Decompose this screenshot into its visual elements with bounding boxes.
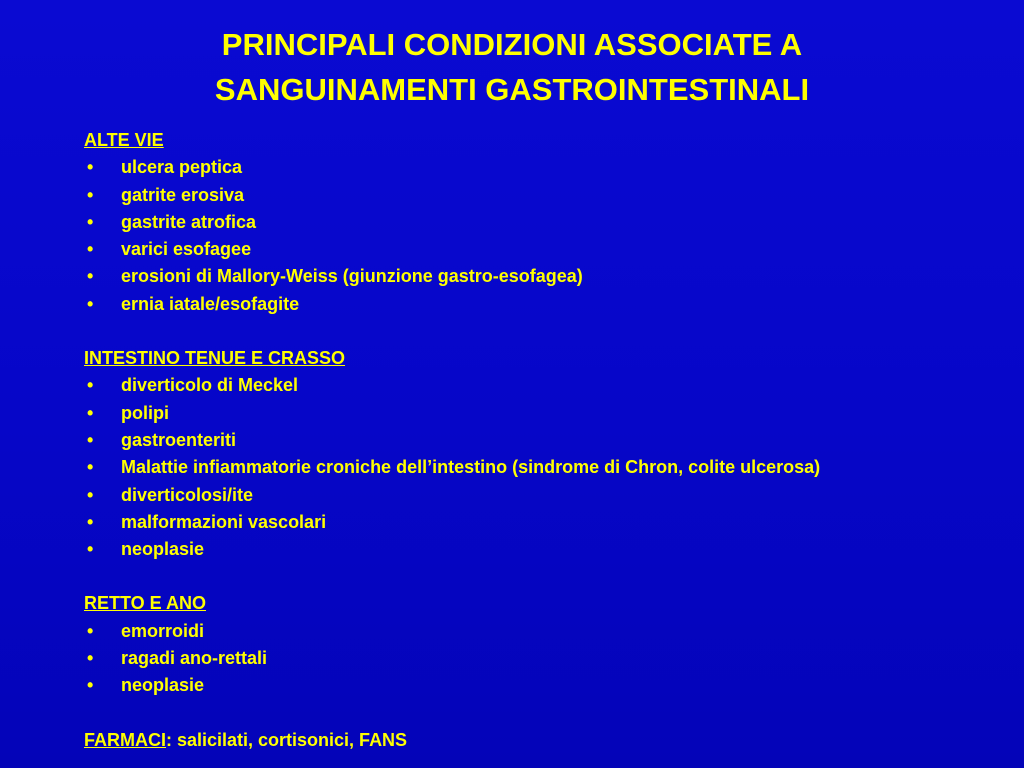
list-item-text: malformazioni vascolari	[121, 511, 327, 532]
list-item-text: erosioni di Mallory-Weiss (giunzione gastro-esofagea)	[121, 266, 583, 287]
list-item-text: diverticolosi/ite	[121, 484, 254, 505]
list-item-text: neoplasie	[121, 675, 205, 696]
list-item	[84, 263, 1014, 290]
list-item-text: gastrite atrofica	[121, 211, 257, 232]
list-item	[84, 182, 1014, 209]
list-item-text: neoplasie	[121, 539, 205, 560]
bullet-icon: •	[87, 402, 94, 423]
list-item-text: ragadi ano-rettali	[121, 648, 268, 669]
list-item	[84, 400, 1014, 427]
list-item	[84, 536, 1014, 563]
list-item-text: emorroidi	[121, 620, 205, 641]
slide-title	[0, 22, 1024, 112]
section-retto-ano	[84, 590, 1014, 699]
slide-body	[84, 127, 1014, 754]
list-item	[84, 154, 1014, 181]
list-item-text: Malattie infiammatorie croniche dell’intestino (sindrome di Chron, colite ulcerosa)	[121, 457, 821, 478]
bullet-list	[84, 372, 1014, 563]
list-item	[84, 672, 1014, 699]
bullet-icon: •	[87, 511, 94, 532]
farmaci-label: FARMACI	[84, 729, 166, 750]
bullet-icon: •	[87, 293, 94, 314]
bullet-icon: •	[87, 157, 94, 178]
list-item	[84, 236, 1014, 263]
list-item	[84, 482, 1014, 509]
bullet-icon: •	[87, 648, 94, 669]
bullet-icon: •	[87, 539, 94, 560]
bullet-icon: •	[87, 484, 94, 505]
sections-container	[84, 127, 1014, 700]
list-item	[84, 291, 1014, 318]
bullet-icon: •	[87, 239, 94, 260]
list-item-text: ulcera peptica	[121, 157, 243, 178]
list-item-text: diverticolo di Meckel	[121, 375, 299, 396]
section-heading: RETTO E ANO	[84, 593, 207, 614]
bullet-icon: •	[87, 457, 94, 478]
list-item-text: varici esofagee	[121, 239, 252, 260]
section-alte-vie	[84, 127, 1014, 318]
bullet-icon: •	[87, 375, 94, 396]
list-item	[84, 209, 1014, 236]
list-item	[84, 427, 1014, 454]
bullet-icon: •	[87, 620, 94, 641]
title-line-1: PRINCIPALI CONDIZIONI ASSOCIATE A	[221, 27, 803, 62]
section-heading: ALTE VIE	[84, 130, 164, 150]
bullet-icon: •	[87, 211, 94, 232]
list-item	[84, 645, 1014, 672]
bullet-icon: •	[87, 184, 94, 205]
bullet-icon: •	[87, 675, 94, 696]
list-item-text: gatrite erosiva	[121, 184, 245, 205]
list-item	[84, 618, 1014, 645]
list-item-text: ernia iatale/esofagite	[121, 293, 300, 314]
bullet-list	[84, 618, 1014, 700]
bullet-list	[84, 154, 1014, 318]
title-line-2: SANGUINAMENTI GASTROINTESTINALI	[214, 72, 810, 107]
list-item-text: gastroenteriti	[121, 429, 237, 450]
farmaci-text: : salicilati, cortisonici, FANS	[166, 729, 408, 750]
farmaci-line	[84, 727, 1014, 754]
section-intestino	[84, 345, 1014, 563]
list-item	[84, 509, 1014, 536]
bullet-icon: •	[87, 266, 94, 287]
list-item	[84, 372, 1014, 399]
list-item-text: polipi	[121, 402, 169, 423]
section-heading: INTESTINO TENUE E CRASSO	[84, 348, 346, 369]
list-item	[84, 454, 1014, 481]
bullet-icon: •	[87, 429, 94, 450]
